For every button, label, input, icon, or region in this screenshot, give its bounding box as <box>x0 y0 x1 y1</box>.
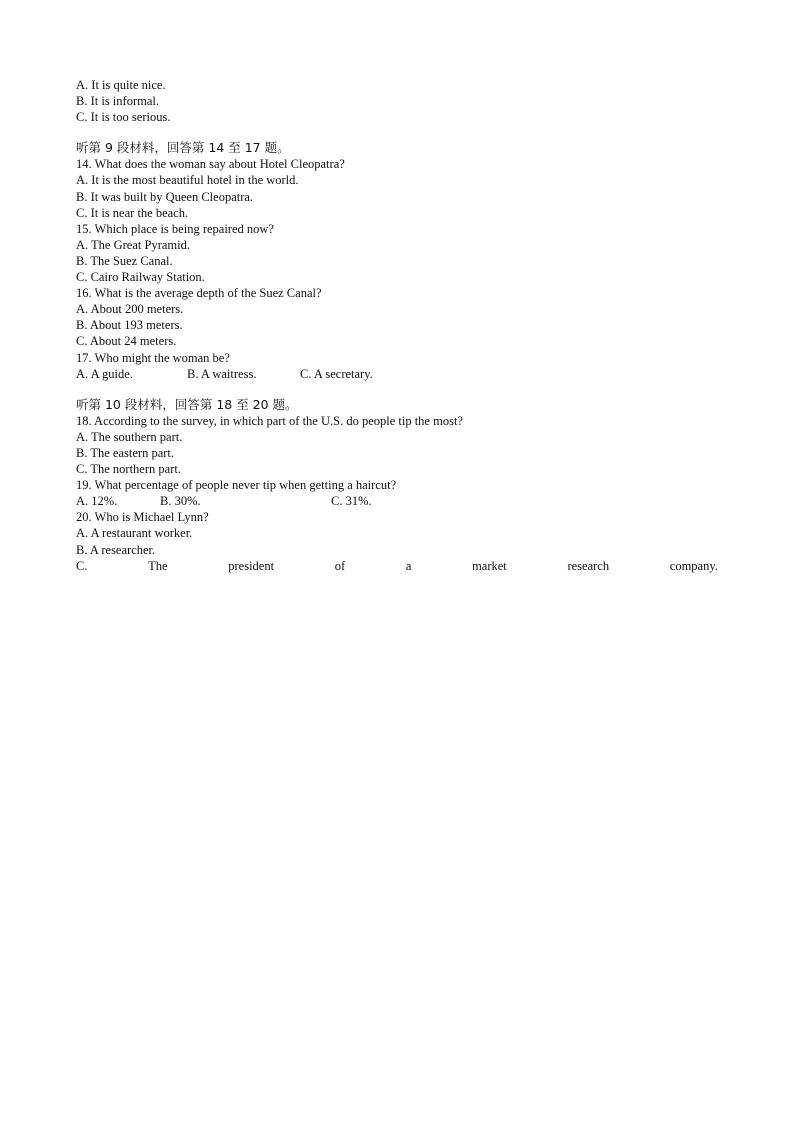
option-a: A. A guide. <box>76 366 133 381</box>
question-text: 14. What does the woman say about Hotel Cleopatra? <box>76 157 345 172</box>
question-text: 16. What is the average depth of the Suez Canal? <box>76 286 322 301</box>
option-line: B. The eastern part. <box>76 445 174 460</box>
question-text: 18. According to the survey, in which part of the U.S. do people tip the most? <box>76 413 463 428</box>
option-line: B. It is informal. <box>76 94 159 109</box>
word: company. <box>669 558 718 573</box>
option-line: A. A restaurant worker. <box>76 526 193 541</box>
question-text: 15. Which place is being repaired now? <box>76 221 274 236</box>
option-line: C. The northern part. <box>76 462 181 477</box>
option-line: B. The Suez Canal. <box>76 253 173 268</box>
option-line: B. A researcher. <box>76 542 156 557</box>
word: The <box>148 558 168 573</box>
option-line: A. It is quite nice. <box>76 78 166 92</box>
option-line: A. About 200 meters. <box>76 302 184 317</box>
option-line: B. About 193 meters. <box>76 318 183 333</box>
option-line: C. It is too serious. <box>76 110 171 125</box>
option-line: C. Cairo Railway Station. <box>76 270 205 285</box>
option-line: A. It is the most beautiful hotel in the world. <box>76 173 299 188</box>
document-page <box>76 77 718 574</box>
justified-option-c <box>76 558 718 574</box>
option-a: A. 12%. <box>76 494 118 509</box>
question-text: 20. Who is Michael Lynn? <box>76 510 209 525</box>
word: president <box>228 558 275 573</box>
option-line: A. The southern part. <box>76 429 183 444</box>
option-b: B. 30%. <box>160 494 201 509</box>
option-line: C. About 24 meters. <box>76 334 177 349</box>
inline-options <box>76 493 718 509</box>
question-text: 17. Who might the woman be? <box>76 350 230 365</box>
inline-options <box>76 366 718 382</box>
word: a <box>405 558 412 573</box>
option-c: C. A secretary. <box>300 366 373 381</box>
section-heading: 听第 10 段材料，回答第 18 至 20 题。 <box>76 396 298 412</box>
word: research <box>567 558 610 573</box>
option-line: A. The Great Pyramid. <box>76 237 190 252</box>
question-text: 19. What percentage of people never tip when getting a haircut? <box>76 478 397 493</box>
section-heading: 听第 9 段材料，回答第 14 至 17 题。 <box>76 140 290 156</box>
option-line: B. It was built by Queen Cleopatra. <box>76 189 254 204</box>
option-c: C. 31%. <box>331 494 372 509</box>
word: of <box>334 558 346 573</box>
option-line: C. It is near the beach. <box>76 205 189 220</box>
word: C. <box>76 558 88 573</box>
option-b: B. A waitress. <box>187 366 257 381</box>
word: market <box>472 558 507 573</box>
